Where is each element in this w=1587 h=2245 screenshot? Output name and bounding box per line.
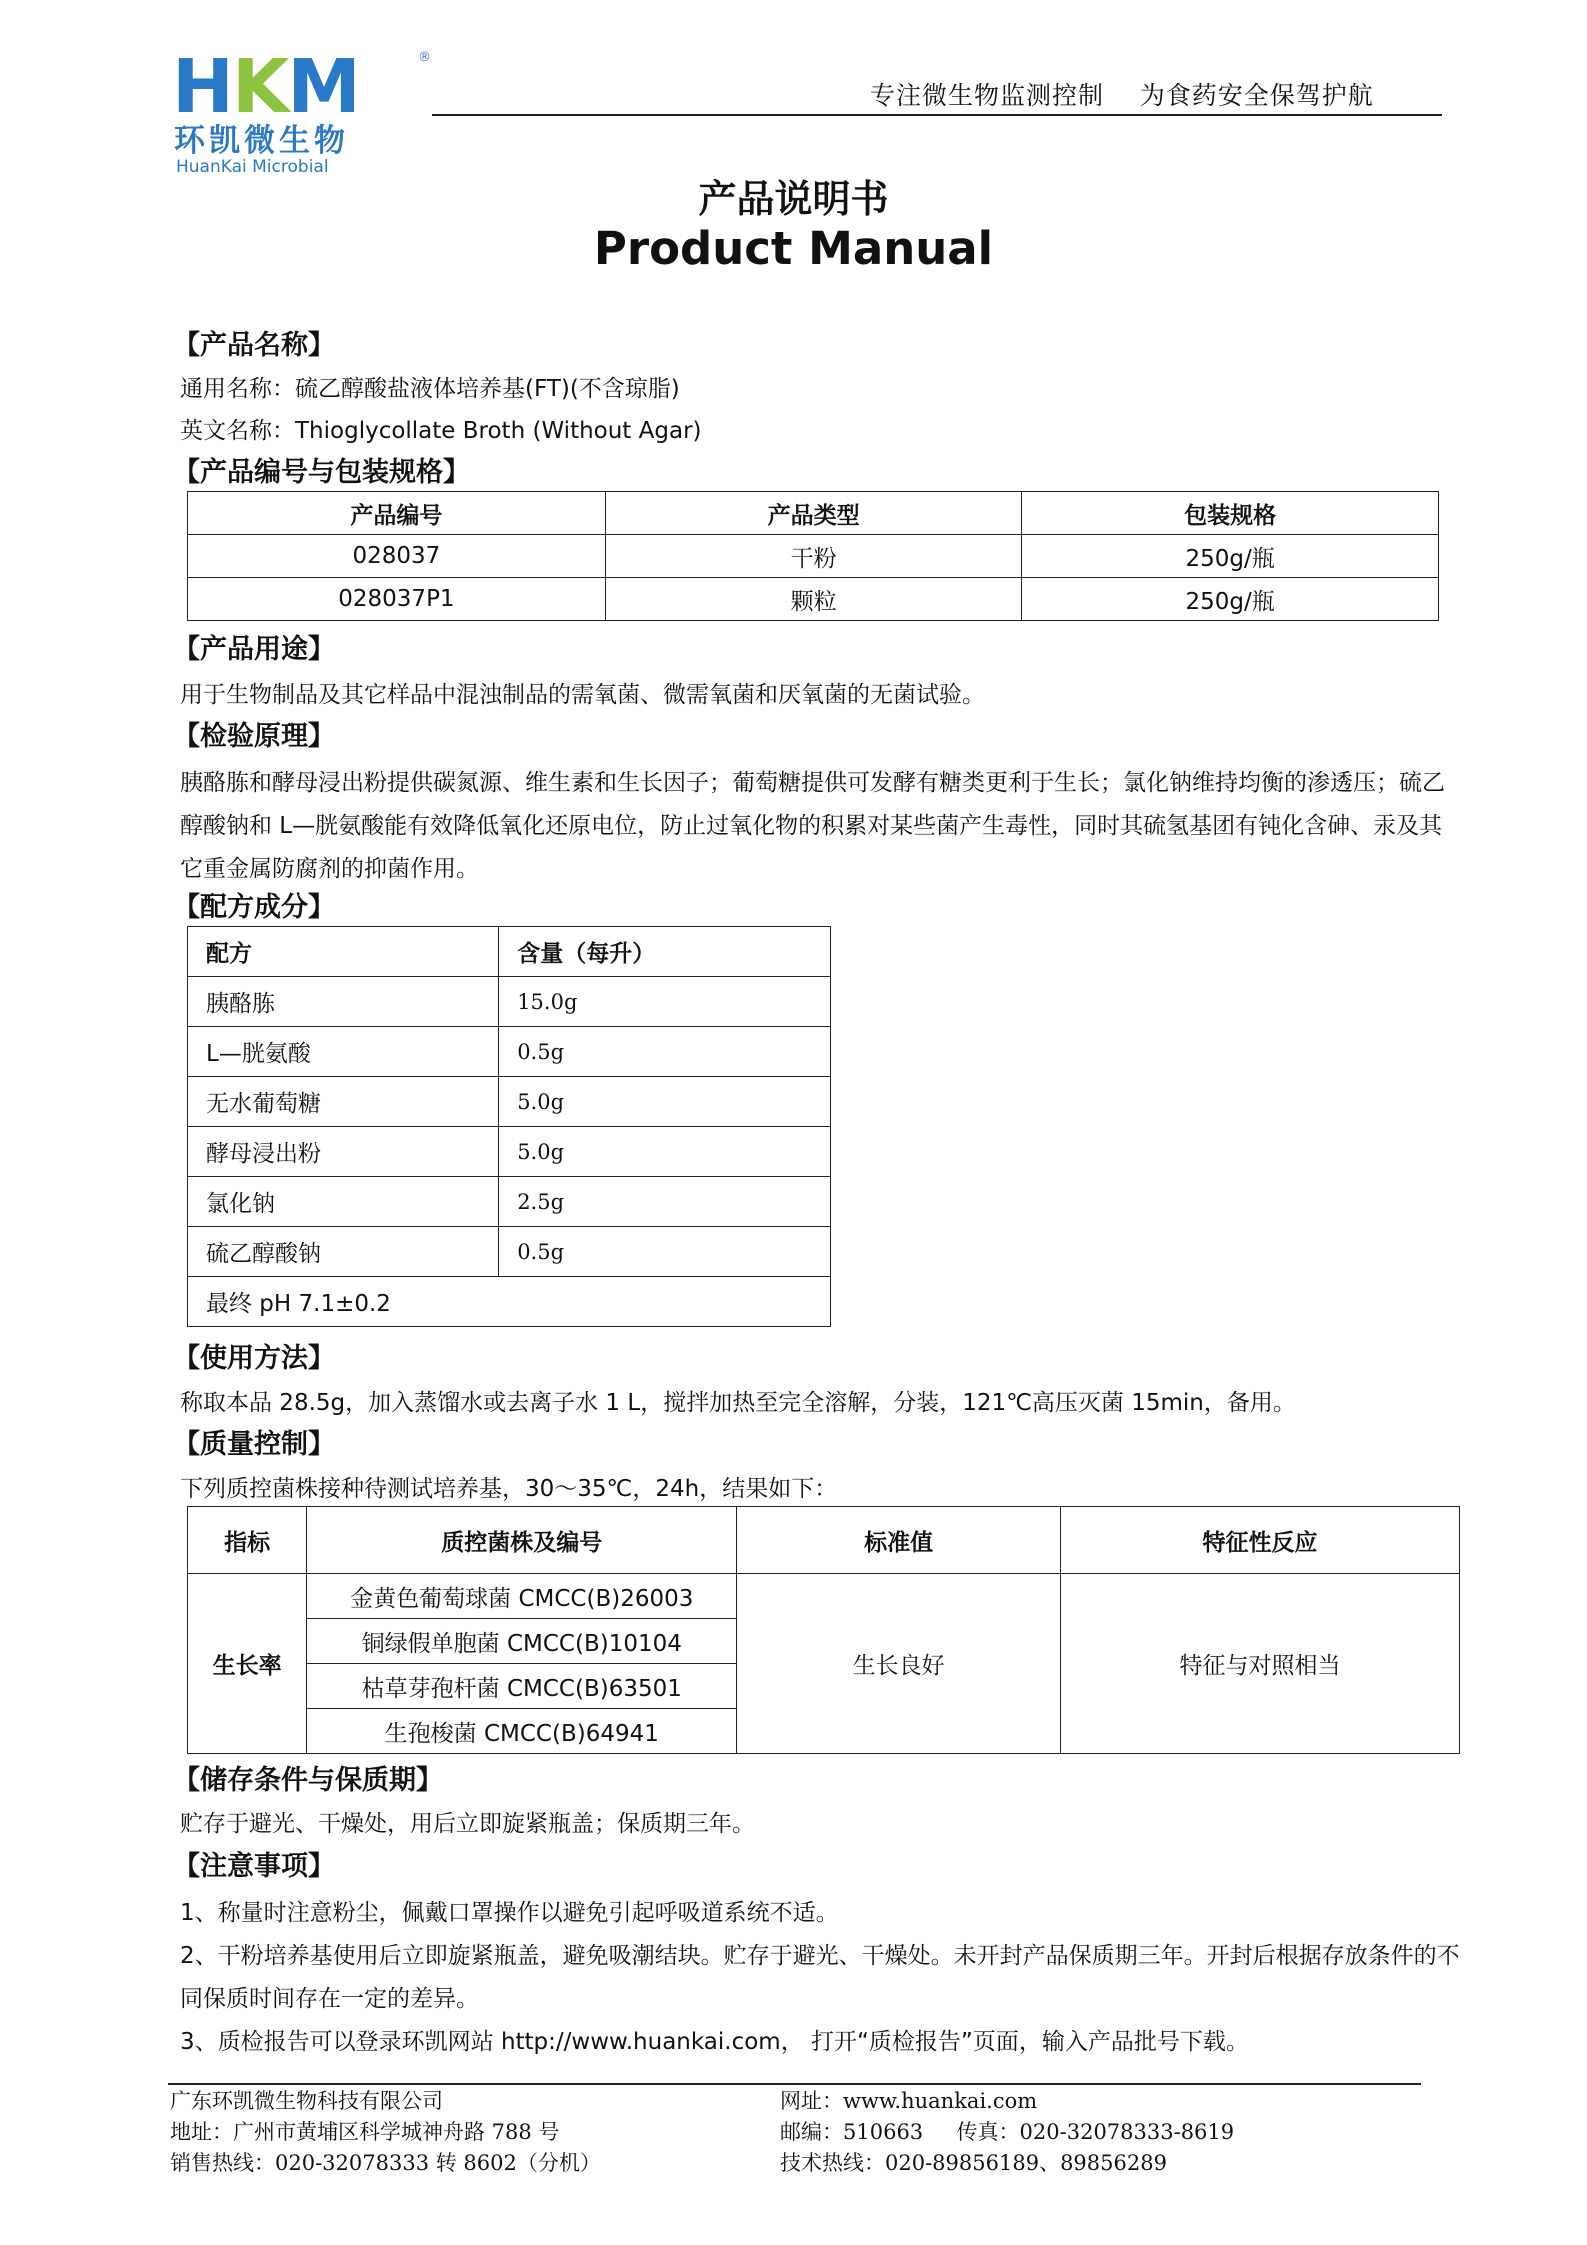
footer-website: 网址：www.huankai.com xyxy=(780,2089,1038,2113)
reaction-cell: 特征与对照相当 xyxy=(1061,1574,1460,1754)
strain-cell: 枯草芽孢杆菌 CMCC(B)63501 xyxy=(307,1664,737,1709)
ingredient-amount: 5.0g xyxy=(499,1077,831,1127)
table-row xyxy=(188,1177,831,1227)
usage-text: 用于生物制品及其它样品中混浊制品的需氧菌、微需氧菌和厌氧菌的无菌试验。 xyxy=(180,682,985,708)
ingredient-name: 胰酪胨 xyxy=(188,977,499,1027)
table-row xyxy=(188,1077,831,1127)
table-row xyxy=(188,578,1439,621)
product-code: 028037 xyxy=(188,535,606,578)
section-heading-method: 【使用方法】 xyxy=(173,1343,335,1374)
product-type: 干粉 xyxy=(605,535,1021,578)
table-row xyxy=(188,1277,831,1327)
ingredient-name: 酵母浸出粉 xyxy=(188,1127,499,1177)
ingredient-amount: 0.5g xyxy=(499,1227,831,1277)
ingredient-name: 氯化钠 xyxy=(188,1177,499,1227)
ingredient-amount: 0.5g xyxy=(499,1027,831,1077)
common-name: 通用名称：硫乙醇酸盐液体培养基(FT)(不含琼脂) xyxy=(180,376,680,402)
section-heading-notes: 【注意事项】 xyxy=(173,1851,335,1882)
company-logo xyxy=(172,44,442,177)
header-cell: 标准值 xyxy=(737,1507,1061,1574)
section-heading-qc: 【质量控制】 xyxy=(173,1429,335,1460)
ingredient-name: 硫乙醇酸钠 xyxy=(188,1227,499,1277)
logo-chinese-name: 环凯微生物 xyxy=(174,123,349,159)
table-header-row xyxy=(188,927,831,977)
table-row xyxy=(188,1227,831,1277)
logo-mark: HKM xyxy=(172,44,359,130)
ingredient-name: L—胱氨酸 xyxy=(188,1027,499,1077)
footer-hotline: 销售热线：020-32078333 转 8602（分机） xyxy=(170,2151,601,2175)
table-row xyxy=(188,977,831,1027)
ingredient-amount: 5.0g xyxy=(499,1127,831,1177)
packaging-table xyxy=(187,491,1439,621)
section-heading-principle: 【检验原理】 xyxy=(173,721,335,752)
package-size: 250g/瓶 xyxy=(1022,535,1439,578)
note-item: 1、称量时注意粉尘，佩戴口罩操作以避免引起呼吸道系统不适。 xyxy=(180,1900,839,1926)
footer-address: 地址：广州市黄埔区科学城神舟路 788 号 xyxy=(170,2120,560,2144)
header-slogan: 专注微生物监测控制 为食药安全保驾护航 xyxy=(870,81,1374,110)
footer-tech-hotline: 技术热线：020-89856189、89856289 xyxy=(780,2151,1167,2175)
note-item: 2、干粉培养基使用后立即旋紧瓶盖，避免吸潮结块。贮存于避光、干燥处。未开封产品保质期三年。开封后根据存放条件的不同保质时间存在一定的差异。 xyxy=(180,1943,1460,2012)
header-cell: 产品类型 xyxy=(605,492,1021,535)
storage-text: 贮存于避光、干燥处，用后立即旋紧瓶盖；保质期三年。 xyxy=(180,1811,755,1837)
title-chinese: 产品说明书 xyxy=(698,177,889,221)
logo-english-name: HuanKai Microbial xyxy=(176,157,329,177)
table-header-row xyxy=(188,492,1439,535)
formula-table xyxy=(187,926,831,1327)
header-cell: 质控菌株及编号 xyxy=(307,1507,737,1574)
table-header-row xyxy=(188,1507,1460,1574)
header-cell: 指标 xyxy=(188,1507,307,1574)
header-divider xyxy=(432,114,1442,116)
section-heading-packaging: 【产品编号与包装规格】 xyxy=(173,457,470,488)
table-row xyxy=(188,1574,1460,1619)
header-cell: 含量（每升） xyxy=(499,927,831,977)
strain-cell: 金黄色葡萄球菌 CMCC(B)26003 xyxy=(307,1574,737,1619)
method-text: 称取本品 28.5g，加入蒸馏水或去离子水 1 L，搅拌加热至完全溶解，分装，121℃高压灭菌 15min，备用。 xyxy=(180,1390,1296,1416)
notes-list xyxy=(180,1892,1460,2064)
standard-cell: 生长良好 xyxy=(737,1574,1061,1754)
final-ph: 最终 pH 7.1±0.2 xyxy=(188,1277,831,1327)
section-heading-name: 【产品名称】 xyxy=(173,330,335,361)
note-item: 3、质检报告可以登录环凯网站 http://www.huankai.com， 打开“质检报告”页面，输入产品批号下载。 xyxy=(180,2029,1249,2055)
section-heading-formula: 【配方成分】 xyxy=(173,892,335,923)
footer-postcode-fax: 邮编：510663 传真：020-32078333-8619 xyxy=(780,2120,1235,2144)
section-heading-storage: 【储存条件与保质期】 xyxy=(173,1765,443,1796)
footer-company: 广东环凯微生物科技有限公司 xyxy=(170,2089,443,2113)
strain-cell: 铜绿假单胞菌 CMCC(B)10104 xyxy=(307,1619,737,1664)
product-type: 颗粒 xyxy=(605,578,1021,621)
package-size: 250g/瓶 xyxy=(1022,578,1439,621)
table-row xyxy=(188,535,1439,578)
qc-table xyxy=(187,1506,1460,1754)
header-cell: 特征性反应 xyxy=(1061,1507,1460,1574)
strain-cell: 生孢梭菌 CMCC(B)64941 xyxy=(307,1709,737,1754)
ingredient-amount: 2.5g xyxy=(499,1177,831,1227)
qc-intro: 下列质控菌株接种待测试培养基，30～35℃，24h，结果如下： xyxy=(180,1476,838,1502)
product-code: 028037P1 xyxy=(188,578,606,621)
table-row xyxy=(188,1027,831,1077)
ingredient-amount: 15.0g xyxy=(499,977,831,1027)
section-heading-usage: 【产品用途】 xyxy=(173,634,335,665)
table-row xyxy=(188,1127,831,1177)
header-cell: 配方 xyxy=(188,927,499,977)
header-cell: 包装规格 xyxy=(1022,492,1439,535)
ingredient-name: 无水葡萄糖 xyxy=(188,1077,499,1127)
principle-text: 胰酪胨和酵母浸出粉提供碳氮源、维生素和生长因子；葡萄糖提供可发酵有糖类更利于生长；氯化钠维持均衡的渗透压；硫乙醇酸钠和 L—胱氨酸能有效降低氧化还原电位，防止过氧化物的积累对某些菌产生毒性，同时其硫氢基团有钝化含砷、汞及其它重金属防腐剂的抑菌作用。 xyxy=(180,770,1445,882)
footer-divider xyxy=(168,2083,1421,2085)
header-cell: 产品编号 xyxy=(188,492,606,535)
indicator-cell: 生长率 xyxy=(188,1574,307,1754)
title-english: Product Manual xyxy=(593,222,994,275)
english-name: 英文名称：Thioglycollate Broth (Without Agar) xyxy=(180,418,702,444)
registered-mark: ® xyxy=(418,50,431,65)
